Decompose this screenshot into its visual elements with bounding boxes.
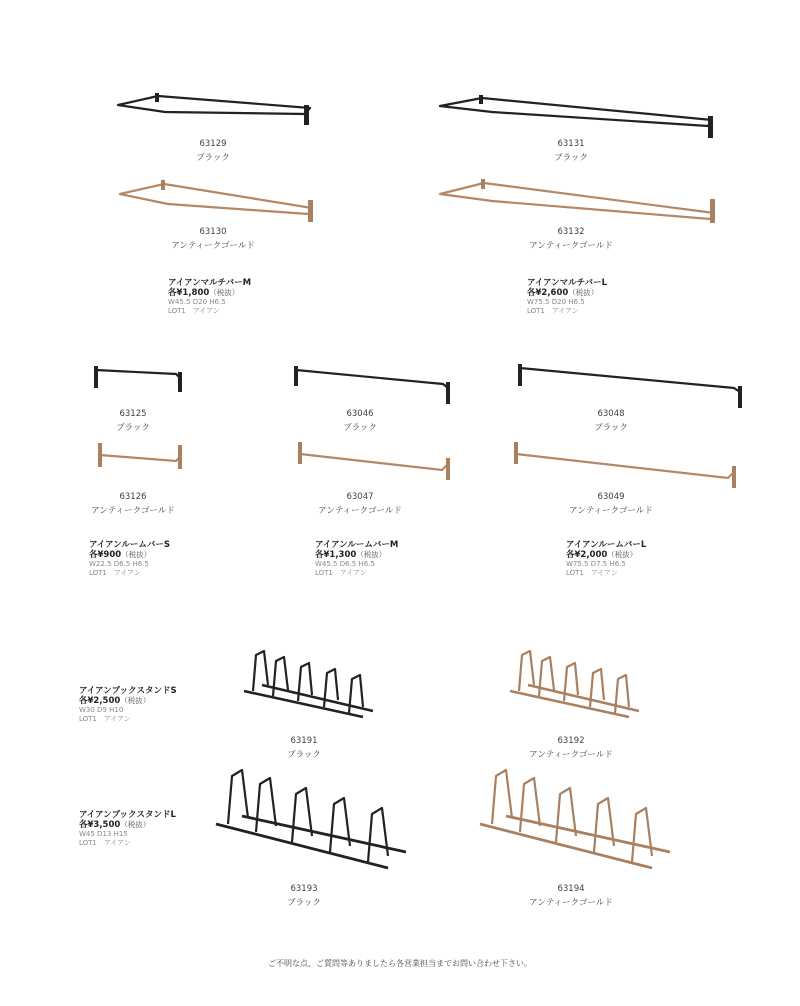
product-code: 63049 xyxy=(597,492,625,502)
product-lot: LOT1 アイアン xyxy=(79,715,131,723)
product-63193-caption xyxy=(254,882,354,910)
product-code: 63046 xyxy=(346,409,374,419)
multibar-l-black-image xyxy=(432,90,722,140)
product-code: 63192 xyxy=(557,736,585,746)
product-color: ブラック xyxy=(116,423,150,433)
product-63132-caption xyxy=(498,225,644,253)
product-dimensions: W45 D13 H15 xyxy=(79,830,128,838)
product-dimensions: W75.5 D20 H6.5 xyxy=(527,298,585,306)
bookstand-l-black-image xyxy=(208,764,418,876)
product-price: 各¥900（税抜） xyxy=(89,550,152,560)
roombar-s-black-image xyxy=(88,362,188,394)
product-code: 63131 xyxy=(557,139,585,149)
product-name: アイアンルームバーS xyxy=(89,540,171,550)
product-code: 63047 xyxy=(346,492,374,502)
product-name: アイアンブックスタンドL xyxy=(79,810,176,820)
product-price: 各¥1,300（税抜） xyxy=(315,550,387,560)
product-code: 63125 xyxy=(119,409,147,419)
product-name: アイアンマルチバーM xyxy=(168,278,252,288)
product-dimensions: W22.5 D6.5 H6.5 xyxy=(89,560,149,568)
product-dimensions: W45.5 D20 H6.5 xyxy=(168,298,226,306)
product-lot: LOT1 アイアン xyxy=(566,569,618,577)
bookstand-s-gold-image xyxy=(504,645,649,725)
product-code: 63048 xyxy=(597,409,625,419)
multibar-m-gold-image xyxy=(112,178,317,223)
product-name: アイアンルームバーM xyxy=(315,540,399,550)
product-price: 各¥2,500（税抜） xyxy=(79,696,151,706)
product-color: アンティークゴールド xyxy=(529,241,613,251)
spec-roombar-m xyxy=(315,540,398,578)
product-color: ブラック xyxy=(196,153,230,163)
bookstand-s-black-image xyxy=(238,645,383,725)
product-63130-caption xyxy=(140,225,286,253)
product-63046-caption xyxy=(310,407,410,435)
product-63191-caption xyxy=(254,734,354,762)
footer-note: ご不明な点、ご質問等ありましたら各営業担当までお問い合わせ下さい。 xyxy=(268,959,532,968)
product-63048-caption xyxy=(561,407,661,435)
product-price: 各¥3,500（税抜） xyxy=(79,820,151,830)
product-color: ブラック xyxy=(343,423,377,433)
product-lot: LOT1 アイアン xyxy=(315,569,367,577)
product-lot: LOT1 アイアン xyxy=(168,307,220,315)
multibar-m-black-image xyxy=(110,88,315,128)
product-color: アンティークゴールド xyxy=(91,506,175,516)
product-code: 63132 xyxy=(557,227,585,237)
product-lot: LOT1 アイアン xyxy=(527,307,579,315)
product-63125-caption xyxy=(83,407,183,435)
spec-roombar-s xyxy=(89,540,170,578)
product-name: アイアンマルチバーL xyxy=(527,278,608,288)
roombar-l-gold-image xyxy=(506,436,746,490)
product-color: ブラック xyxy=(287,898,321,908)
product-code: 63129 xyxy=(199,139,227,149)
product-63049-caption xyxy=(538,490,684,518)
roombar-l-black-image xyxy=(512,360,752,412)
product-dimensions: W75.5 D7.5 H6.5 xyxy=(566,560,626,568)
spec-roombar-l xyxy=(566,540,646,578)
roombar-s-gold-image xyxy=(90,437,190,473)
product-code: 63194 xyxy=(557,884,585,894)
product-color: アンティークゴールド xyxy=(529,750,613,760)
product-code: 63191 xyxy=(290,736,318,746)
product-dimensions: W30 D9 H10 xyxy=(79,706,124,714)
product-color: アンティークゴールド xyxy=(569,506,653,516)
product-code: 63130 xyxy=(199,227,227,237)
spec-multibar-m xyxy=(168,278,251,316)
multibar-l-gold-image xyxy=(432,177,722,227)
product-63194-caption xyxy=(498,882,644,910)
spec-bookstand-s xyxy=(79,686,177,724)
spec-multibar-l xyxy=(527,278,607,316)
product-price: 各¥1,800（税抜） xyxy=(168,288,240,298)
product-dimensions: W45.5 D6.5 H6.5 xyxy=(315,560,375,568)
product-63192-caption xyxy=(498,734,644,762)
roombar-m-black-image xyxy=(288,362,458,407)
product-63126-caption xyxy=(60,490,206,518)
product-name: アイアンルームバーL xyxy=(566,540,647,550)
product-price: 各¥2,600（税抜） xyxy=(527,288,599,298)
product-color: アンティークゴールド xyxy=(318,506,402,516)
product-color: ブラック xyxy=(554,153,588,163)
product-lot: LOT1 アイアン xyxy=(79,839,131,847)
spec-bookstand-l xyxy=(79,810,176,848)
product-lot: LOT1 アイアン xyxy=(89,569,141,577)
product-63131-caption xyxy=(521,137,621,165)
product-63047-caption xyxy=(287,490,433,518)
product-code: 63193 xyxy=(290,884,318,894)
product-color: ブラック xyxy=(287,750,321,760)
product-price: 各¥2,000（税抜） xyxy=(566,550,638,560)
product-color: ブラック xyxy=(594,423,628,433)
product-color: アンティークゴールド xyxy=(529,898,613,908)
product-name: アイアンブックスタンドS xyxy=(79,686,177,696)
roombar-m-gold-image xyxy=(290,436,460,484)
bookstand-l-gold-image xyxy=(472,764,682,876)
product-code: 63126 xyxy=(119,492,147,502)
product-63129-caption xyxy=(163,137,263,165)
product-color: アンティークゴールド xyxy=(171,241,255,251)
